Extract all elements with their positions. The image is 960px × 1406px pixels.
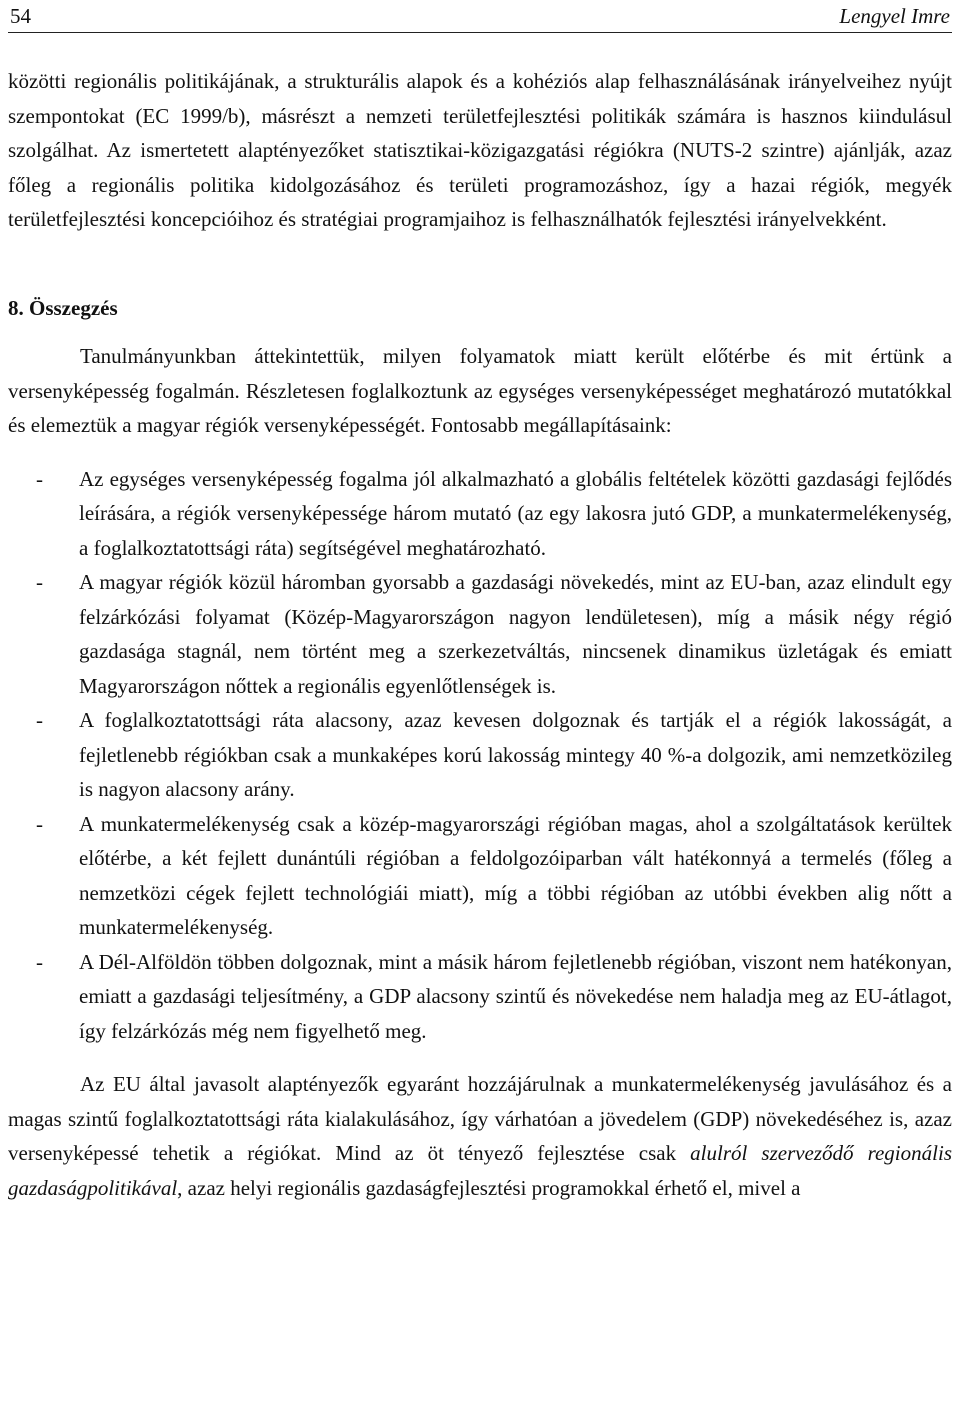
running-header (8, 2, 952, 33)
list-item: - A magyar régiók közül háromban gyorsabb a gazdasági növekedés, mint az EU-ban, azaz elindult egy felzárkózási folyamat (Közép-Magyarországon nagyon lendületesen), míg a másik négy régió gazdasága stagnál, nem történt meg a szerkezetváltás, nincsenek dinamikus üzletágak és emiatt Magyarországon nőttek a regionális egyenlőtlenségek is. (8, 565, 952, 703)
section-intro-paragraph: Tanulmányunkban áttekintettük, milyen folyamatok miatt került előtérbe és mit értünk a versenyképesség fogalmán. Részletesen foglalkoztunk az egységes versenyképességet meghatározó mutatókkal és elemeztük a magyar régiók versenyképességét. Fontosabb megállapításaink: (8, 344, 952, 437)
list-item: - A munkatermelékenység csak a közép-magyarországi régióban magas, ahol a szolgáltatások kerültek előtérbe, a két fejlett dunántúli régióban a feldolgozóiparban vált hatékonnyá a termelés (főleg a nemzetközi cégek fejlett technológiái miatt), míg a többi régióban az utóbbi években alig nőtt a munkatermelékenység. (8, 807, 952, 945)
running-header-author: Lengyel Imre (839, 4, 950, 28)
bullet-dash: - (36, 949, 43, 974)
findings-list (8, 462, 952, 1049)
page-number: 54 (10, 4, 31, 28)
bullet-dash: - (36, 570, 43, 594)
bullet-dash: - (36, 811, 43, 836)
list-item: - Az egységes versenyképesség fogalma jól alkalmazható a globális feltételek közötti gazdasági fejlődés leírására, a régiók versenyképessége három mutató (az egy lakosra jutó GDP, a munkatermelékenység, a foglalkoztatottsági ráta) segítségével meghatározható. (8, 462, 952, 566)
list-item: - A Dél-Alföldön többen dolgoznak, mint a másik három fejletlenebb régióban, viszont nem hatékonyan, emiatt a gazdasági teljesítmény, a GDP alacsony szintű és növekedése nem haladja meg az EU-átlagot, így felzárkózás még nem figyelhető meg. (8, 945, 952, 1049)
page-body (8, 64, 952, 1205)
section-heading: 8. Összegzés (8, 295, 118, 320)
italic-emphasis: alulról szerveződő regionális gazdaságpolitikával (8, 1141, 952, 1200)
bullet-dash: - (36, 466, 43, 491)
closing-paragraph: Az EU által javasolt alaptényezők egyaránt hozzájárulnak a munkatermelékenység javulásához és a magas szintű foglalkoztatottsági ráta kialakulásához, így várhatóan a jövedelem (GDP) növekedéséhez is, azaz versenyképessé tehetik a régiókat. Mind az öt tényező fejlesztése csak alulról szerveződő regionális gazdaságpolitikával, azaz helyi regionális gazdaságfejlesztési programokkal érhető el, mivel a (8, 1072, 952, 1200)
paragraph-continuation: közötti regionális politikájának, a strukturális alapok és a kohéziós alap felhasználásának irányelveihez nyújt szempontokat (EC 1999/b), másrészt a nemzeti területfejlesztési politikák számára is hasznos kiindulásul szolgálhat. Az ismertetett alaptényezőket statisztikai-közigazgatási régiókra (NUTS-2 szintre) ajánlják, azaz főleg a regionális politika kidolgozásához és területi programozáshoz, így a hazai régiók, megyék területfejlesztési koncepcióihoz és stratégiai programjaihoz is felhasználhatók fejlesztési irányelvekként. (8, 69, 952, 231)
bullet-dash: - (36, 708, 43, 732)
list-item: - A foglalkoztatottsági ráta alacsony, azaz kevesen dolgoznak és tartják el a régiók lakosságát, a fejletlenebb régiókban csak a munkaképes korú lakosság mintegy 40 %-a dolgozik, ami nemzetközileg is nagyon alacsony arány. (8, 703, 952, 807)
